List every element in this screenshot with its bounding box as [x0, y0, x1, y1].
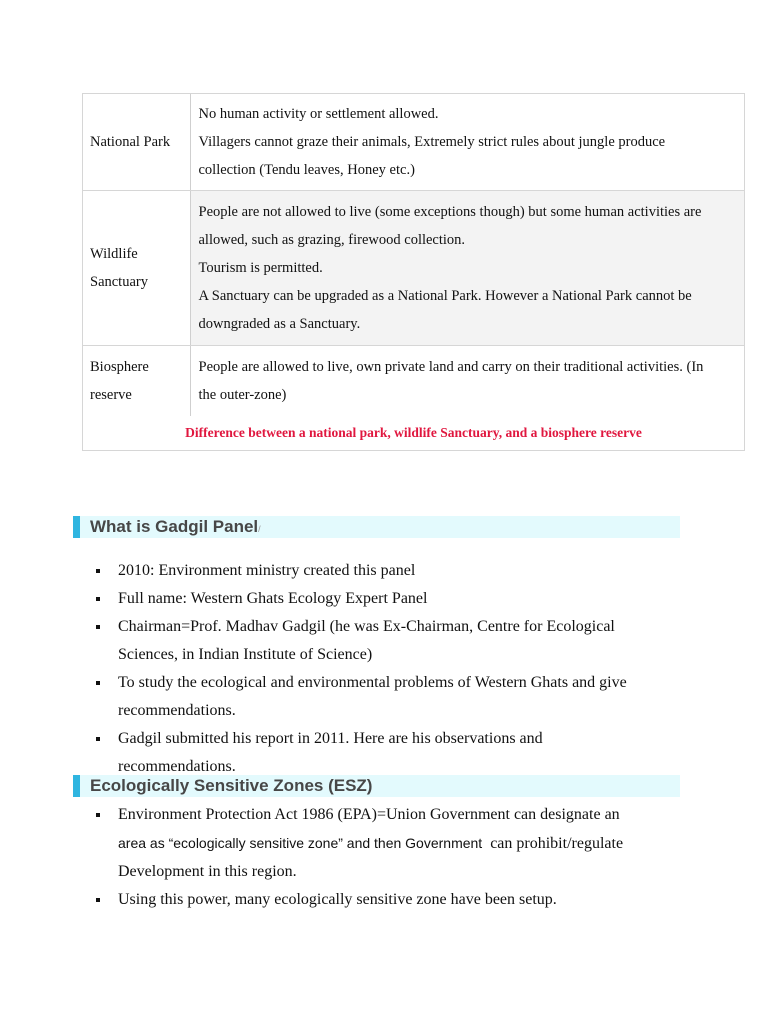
description-line: allowed, such as grazing, firewood collection.	[198, 232, 466, 248]
heading-text: What is Gadgil Panel	[90, 517, 259, 536]
table-row	[83, 94, 744, 191]
list-item: Gadgil submitted his report in 2011. Here are his observations and recommendations.	[92, 725, 692, 781]
description-line: Tourism is permitted.	[198, 260, 323, 276]
label-line: National Park	[90, 134, 171, 150]
bullet-icon	[96, 597, 100, 601]
label-line: Wildlife	[90, 246, 138, 262]
description-line: downgraded as a Sanctuary.	[198, 316, 361, 332]
bullet-icon	[96, 625, 100, 629]
label-line: Biosphere	[90, 359, 149, 375]
list-item: Using this power, many ecologically sensitive zone have been setup.	[92, 886, 692, 914]
list-item: 2010: Environment ministry created this panel	[92, 557, 692, 585]
bullet-icon	[96, 569, 100, 573]
row-description	[190, 191, 744, 346]
description-line: People are not allowed to live (some exceptions though) but some human activities are	[198, 204, 702, 220]
bullet-icon	[96, 898, 100, 902]
label-line: reserve	[90, 387, 132, 403]
bullet-icon	[96, 737, 100, 741]
list-item: Environment Protection Act 1986 (EPA)=Union Government can designate an area as “ecologically sensitive zone” and then Government can prohibit/regulate Development in this region.	[92, 801, 692, 886]
bullet-icon	[96, 681, 100, 685]
section-heading-gadgil	[73, 516, 680, 538]
bullet-icon	[96, 813, 100, 817]
heading-text: Ecologically Sensitive Zones (ESZ)	[90, 776, 373, 795]
table-caption: Difference between a national park, wildlife Sanctuary, and a biosphere reserve	[185, 425, 642, 440]
row-label	[83, 191, 190, 346]
list-item: Full name: Western Ghats Ecology Expert Panel	[92, 585, 692, 613]
label-line: Sanctuary	[90, 274, 148, 290]
description-line: No human activity or settlement allowed.	[198, 106, 439, 122]
esz-list	[92, 801, 692, 914]
row-description	[190, 94, 744, 191]
table-row	[83, 191, 744, 346]
description-line: Villagers cannot graze their animals, Extremely strict rules about jungle produce	[198, 134, 666, 150]
description-line: collection (Tendu leaves, Honey etc.)	[198, 162, 415, 178]
description-line: A Sanctuary can be upgraded as a National Park. However a National Park cannot be	[198, 288, 692, 304]
gadgil-list	[92, 557, 692, 781]
comparison-table	[82, 93, 745, 451]
heading-mark: /	[258, 524, 261, 534]
description-line: the outer-zone)	[198, 387, 287, 403]
list-item: To study the ecological and environmental problems of Western Ghats and give recommendations.	[92, 669, 692, 725]
row-description	[190, 346, 744, 417]
section-heading-esz	[73, 775, 680, 797]
list-item: Chairman=Prof. Madhav Gadgil (he was Ex-Chairman, Centre for Ecological Sciences, in Indian Institute of Science)	[92, 613, 692, 669]
table-row	[83, 346, 744, 417]
row-label	[83, 94, 190, 191]
row-label	[83, 346, 190, 417]
description-line: People are allowed to live, own private land and carry on their traditional activities. (In	[198, 359, 704, 375]
